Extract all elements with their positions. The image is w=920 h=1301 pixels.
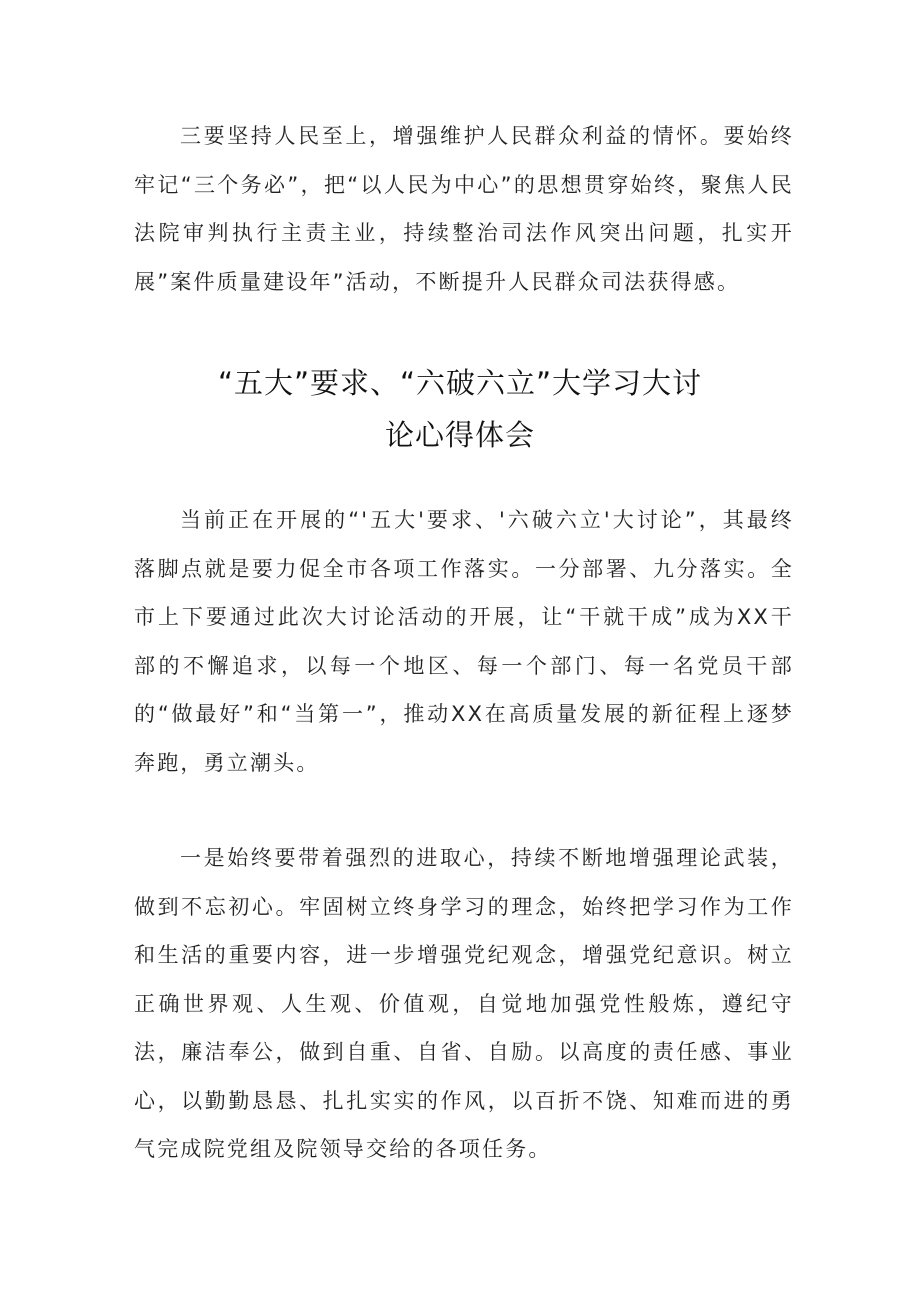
title-line-2: 论心得体会 (384, 418, 535, 452)
paragraph-point-one: 一是始终要带着强烈的进取心，持续不断地增强理论武装，做到不忘初心。牢固树立终身学习的理念，始终把学习作为工作和生活的重要内容，进一步增强党纪观念，增强党纪意识。树立正确世界观、人生观、价值观，自觉地加强党性般炼，遵纪守法，廉洁奉公，做到自重、自省、自励。以高度的责任感、事业心，以勤勤恳恳、扎扎实实的作风，以百折不饶、知难而进的勇气完成院党组及院领导交给的各项任务。 (134, 846, 794, 1161)
paragraph-intro: 三要坚持人民至上，增强维护人民群众利益的情怀。要始终牢记“三个务必”，把“以人民为中心”的思想贯穿始终，聚焦人民法院审判执行主责主业，持续整治司法作风突出问题，扎实开展”案件质量建设年”活动，不断提升人民群众司法获得感。 (134, 124, 794, 294)
title-line-1: “五大”要求、“六破六立”大学习大讨 (217, 366, 703, 400)
document-title (150, 357, 770, 461)
paragraph-current-campaign: 当前正在开展的“'五大'要求、'六破六立'大讨论”，其最终落脚点就是要力促全市各项工作落实。一分部署、九分落实。全市上下要通过此次大讨论活动的开展，让“干就干成”成为XX干部的不懈追求，以每一个地区、每一个部门、每一名党员干部的“做最好”和“当第一”，推动XX在高质量发展的新征程上逐梦奔跑，勇立潮头。 (134, 508, 794, 775)
